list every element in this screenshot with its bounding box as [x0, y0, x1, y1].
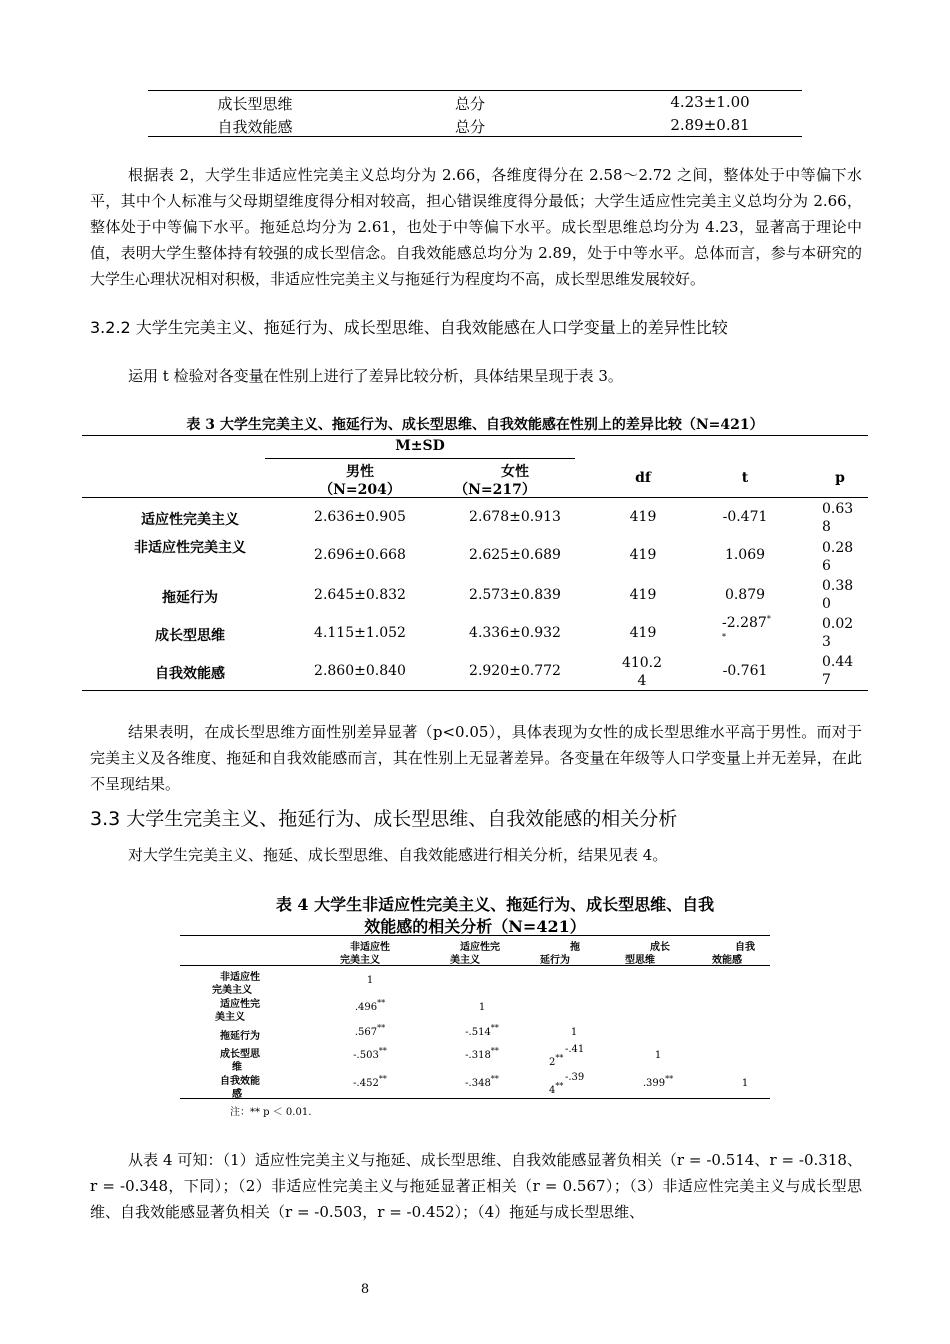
table4-row-label: 完美主义: [212, 985, 252, 996]
table3-cell-df: 419: [629, 587, 657, 603]
table3-cell-female: 2.920±0.772: [469, 663, 561, 679]
table3-header-female: 女性: [501, 464, 529, 480]
table3-row-label: 非适应性完美主义: [134, 540, 246, 556]
table3-cell-male: 4.115±1.052: [314, 625, 406, 641]
paragraph-correlation-results: 从表 4 可知：（1）适应性完美主义与拖延、成长型思维、自我效能感显著负相关（r = -0.514、r = -0.318、r = -0.348，下同）；（2）非适应性完美主义与拖延显著正相关（r = 0.567）；（3）非适应性完美主义与成长型思维、自我效能感显著负相关（r = -0.503，r = -0.452）；（4）拖延与成长型思维、: [90, 1151, 862, 1221]
section-heading-3-2-2: 3.2.2 大学生完美主义、拖延行为、成长型思维、自我效能感在人口学变量上的差异性比较: [90, 318, 728, 337]
table3-cell-df: 419: [629, 625, 657, 641]
table4-cell: -.41: [565, 1044, 585, 1055]
table4-col-header: 效能感: [712, 955, 742, 966]
table3-rule-header: [82, 497, 868, 498]
table3-cell-male: 2.645±0.832: [314, 587, 406, 603]
table4-col-header: 美主义: [450, 955, 480, 966]
top-table-cell-name: 成长型思维: [217, 95, 293, 113]
table3-header-t: t: [741, 470, 749, 486]
table4-row-label: 适应性完: [220, 999, 260, 1010]
table4-col-header: 拖: [570, 942, 580, 953]
table4-col-header: 自我: [735, 942, 755, 953]
table4-rule-top: [180, 935, 770, 936]
table3-rule-msd: [265, 458, 575, 459]
table3-t-value: -2.287: [722, 615, 767, 631]
table3-cell-t: -0.471: [722, 509, 768, 525]
paragraph-gender-results: 结果表明，在成长型思维方面性别差异显著（p<0.05），具体表现为女性的成长型思维水平高于男性。而对于完美主义及各维度、拖延和自我效能感而言，其在性别上无显著差异。各变量在年级等人口学变量上并无差异，在此不呈现结果。: [90, 723, 862, 793]
table3-cell-female: 2.625±0.689: [469, 547, 561, 563]
table3-cell-female: 2.573±0.839: [469, 587, 561, 603]
table3-cell-t: -0.761: [722, 663, 768, 679]
table4-cell: 1: [741, 1078, 749, 1089]
table4-title-line2: 效能感的相关分析（N=421）: [364, 917, 586, 936]
table3-cell-t-sig: [722, 614, 782, 650]
table4-cell: 1: [478, 1002, 486, 1013]
table4-cell: -.503**: [353, 1046, 387, 1061]
table3-row-label: 拖延行为: [162, 590, 218, 606]
table3-row-label: 自我效能感: [155, 666, 225, 682]
table4-col-header: 成长: [650, 942, 670, 953]
table4-rule-bottom: [180, 1098, 770, 1099]
table4-cell: .399**: [642, 1074, 674, 1089]
top-table-rule-top: [148, 90, 802, 91]
table3-header-male: 男性: [346, 464, 374, 480]
top-table-cell-name: 自我效能感: [217, 118, 293, 136]
table3-rule-bottom: [82, 690, 868, 691]
table4-cell: .567**: [354, 1023, 386, 1038]
section-heading-3-3: 3.3 大学生完美主义、拖延行为、成长型思维、自我效能感的相关分析: [90, 808, 678, 830]
table4-col-header: 型思维: [625, 955, 655, 966]
table3-title: 表 3 大学生完美主义、拖延行为、成长型思维、自我效能感在性别上的差异比较（N=421）: [186, 417, 764, 433]
paragraph-t-test-intro: 运用 t 检验对各变量在性别上进行了差异比较分析，具体结果呈现于表 3。: [128, 367, 623, 385]
table3-rule-top: [82, 435, 868, 436]
table4-row-label: 自我效能: [220, 1076, 260, 1087]
table4-cell: .496**: [354, 998, 386, 1013]
table4-cell: -.348**: [465, 1074, 499, 1089]
top-table-cell-dim: 总分: [454, 95, 485, 113]
table3-header-msd: M±SD: [395, 438, 445, 454]
table4-cell: 1: [654, 1050, 662, 1061]
table3-sig-mark: *: [722, 632, 726, 642]
table4-row-label: 美主义: [215, 1012, 245, 1023]
table4-row-label: 成长型思: [220, 1049, 260, 1060]
table4-col-header: 延行为: [540, 955, 570, 966]
table4-cell: -.514**: [465, 1023, 499, 1038]
table3-cell-p: 0.023: [822, 616, 854, 650]
table4-row-label: 拖延行为: [220, 1031, 260, 1042]
table3-cell-p: 0.286: [822, 540, 854, 574]
table4-title-line1: 表 4 大学生非适应性完美主义、拖延行为、成长型思维、自我: [275, 895, 715, 914]
table3-header-df: df: [635, 470, 651, 486]
table3-cell-df: 410.24: [621, 655, 663, 689]
table3-cell-df: 419: [629, 547, 657, 563]
table4-col-header: 适应性完: [460, 942, 500, 953]
table3-cell-p: 0.380: [822, 578, 854, 612]
table4-cell: -.39: [565, 1072, 585, 1083]
top-table-cell-value: 2.89±0.81: [670, 116, 750, 134]
table4-cell: -.318**: [465, 1046, 499, 1061]
table4-row-label: 感: [232, 1089, 242, 1100]
table3-header-p: p: [835, 470, 845, 486]
table4-note: 注：** p ＜ 0.01.: [230, 1107, 312, 1118]
table3-cell-female: 2.678±0.913: [469, 509, 561, 525]
table3-sig-mark: *: [766, 614, 771, 624]
table3-cell-male: 2.636±0.905: [314, 509, 406, 525]
table4-cell: -.452**: [353, 1074, 387, 1089]
paragraph-correlation-intro: 对大学生完美主义、拖延、成长型思维、自我效能感进行相关分析，结果见表 4。: [128, 846, 668, 864]
table3-cell-p: 0.447: [822, 654, 854, 688]
page-number: 8: [360, 1282, 370, 1297]
table3-header-female-n: （N=217）: [454, 482, 536, 498]
table4-col-header: 完美主义: [340, 955, 380, 966]
top-table-cell-value: 4.23±1.00: [670, 93, 750, 111]
table3-cell-female: 4.336±0.932: [469, 625, 561, 641]
table3-cell-t: 1.069: [724, 547, 766, 563]
table4-row-label: 非适应性: [220, 972, 260, 983]
table3-cell-t: 0.879: [724, 587, 766, 603]
table4-rule-header: [180, 965, 770, 966]
table3-row-label: 成长型思维: [155, 628, 225, 644]
table3-cell-p: 0.638: [822, 501, 854, 535]
paragraph-results-table2: 根据表 2，大学生非适应性完美主义总均分为 2.66，各维度得分在 2.58～2.72 之间，整体处于中等偏下水平，其中个人标准与父母期望维度得分相对较高，担心错误维度得分最低；大学生适应性完美主义总均分为 2.66，整体处于中等偏下水平。拖延总均分为 2.61，也处于中等偏下水平。成长型思维总均分为 4.23，显著高于理论中值，表明大学生整体持有较强的成长型信念。自我效能感总均分为 2.89，处于中等水平。总体而言，参与本研究的大学生心理状况相对积极，非适应性完美主义与拖延行为程度均不高，成长型思维发展较好。: [90, 166, 862, 288]
top-table-cell-dim: 总分: [454, 118, 485, 136]
top-table-rule-bottom: [148, 136, 802, 137]
table3-row-label: 适应性完美主义: [141, 512, 239, 528]
table4-cell: 1: [366, 975, 374, 986]
table4-row-label: 维: [232, 1062, 242, 1073]
table4-cell: 2**: [549, 1053, 564, 1068]
table3-header-male-n: （N=204）: [319, 482, 401, 498]
table4-cell: 4**: [549, 1081, 564, 1096]
table3-cell-df: 419: [629, 509, 657, 525]
table4-col-header: 非适应性: [350, 942, 390, 953]
table3-cell-male: 2.860±0.840: [314, 663, 406, 679]
table3-cell-male: 2.696±0.668: [314, 547, 406, 563]
table4-cell: 1: [570, 1027, 578, 1038]
